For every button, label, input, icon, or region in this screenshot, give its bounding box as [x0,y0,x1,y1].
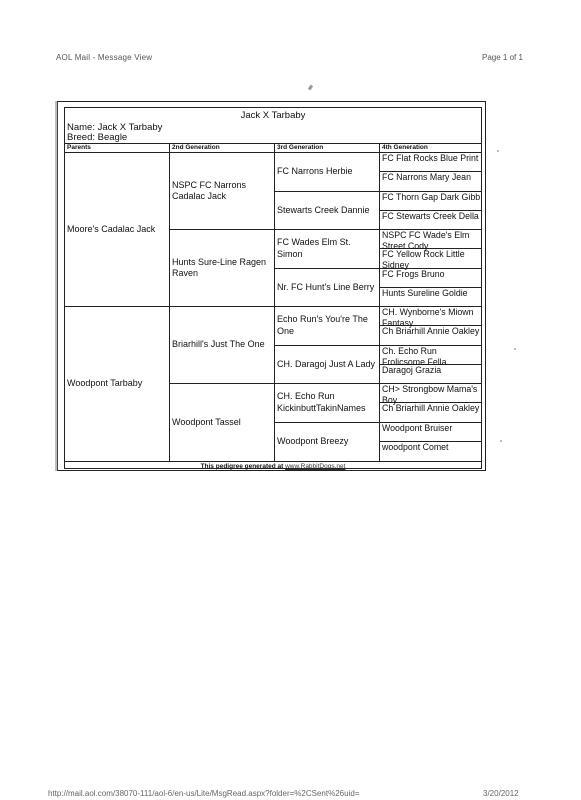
gen3-cell: Nr. FC Hunt's Line Berry [274,269,379,308]
scan-speck [308,85,313,91]
gen4-cell: Daragoj Grazia [379,365,482,384]
header-4th-generation: 4th Generation [379,143,482,153]
gen3-cell: FC Wades Elm St. Simon [274,230,379,269]
pedigree-table [64,107,482,469]
gen2-cell: NSPC FC Narrons Cadalac Jack [169,153,274,230]
gen4-cell: FC Thorn Gap Dark Gibb [379,192,482,211]
scan-dot [514,348,516,350]
header-2nd-generation: 2nd Generation [169,143,274,153]
gen3-cell: CH. Echo Run KickinbuttTakinNames [274,384,379,423]
header-parents: Parents [65,143,169,153]
gen4-cell: FC Stewarts Creek Della [379,211,482,230]
gen2-cell: Briarhill's Just The One [169,307,274,384]
gen4-cell: FC Narrons Mary Jean [379,172,482,191]
print-header-page-number: Page 1 of 1 [482,53,523,62]
gen3-cell: Stewarts Creek Dannie [274,192,379,231]
footer-link[interactable]: www.RabbitDogs.net [285,463,346,470]
gen4-cell: FC Yellow Rock Little Sidney [379,249,482,268]
gen4-cell: Ch. Echo Run Frolicsome Fella [379,346,482,365]
print-footer-date: 3/20/2012 [483,789,519,798]
header-3rd-generation: 3rd Generation [274,143,379,153]
gen3-cell: Woodpont Breezy [274,423,379,462]
gen3-cell: Echo Run's You're The One [274,307,379,346]
gen4-cell: woodpont Comet [379,442,482,461]
gen2-cell: Woodpont Tassel [169,384,274,461]
gen3-cell: CH. Daragoj Just A Lady [274,346,379,385]
gen4-cell: NSPC FC Wade's Elm Street Cody [379,230,482,249]
print-header-title: AOL Mail - Message View [56,53,153,62]
pedigree-footer [65,461,481,471]
scan-dot [500,440,502,442]
gen3-cell: FC Narrons Herbie [274,153,379,192]
gen2-cell: Hunts Sure-Line Ragen Raven [169,230,274,307]
dog-breed: Breed: Beagle [67,132,128,143]
parent-cell: Woodpont Tarbaby [67,378,143,389]
pedigree-title: Jack X Tarbaby [240,110,306,121]
gen4-cell: Hunts Sureline Goldie [379,288,482,307]
footer-text: This pedigree generated at [200,463,284,470]
gen4-cell: Ch Briarhill Annie Oakley [379,403,482,422]
gen4-cell: Ch Briarhill Annie Oakley [379,326,482,345]
gen4-cell: Woodpont Bruiser [379,423,482,442]
gen4-cell: FC Flat Rocks Blue Print [379,153,482,172]
print-footer-url: http://mail.aol.com/38070-111/aol-6/en-us/Lite/MsgRead.aspx?folder=%2CSent%26uid= [48,789,360,798]
gen4-cell: FC Frogs Bruno [379,269,482,288]
dog-name: Name: Jack X Tarbaby [67,122,163,133]
gen4-cell: CH. Wynborne's Miown Fantasy [379,307,482,326]
gen4-cell: CH> Strongbow Mama's Boy [379,384,482,403]
parent-cell: Moore's Cadalac Jack [65,153,169,307]
scan-dot [497,150,499,152]
